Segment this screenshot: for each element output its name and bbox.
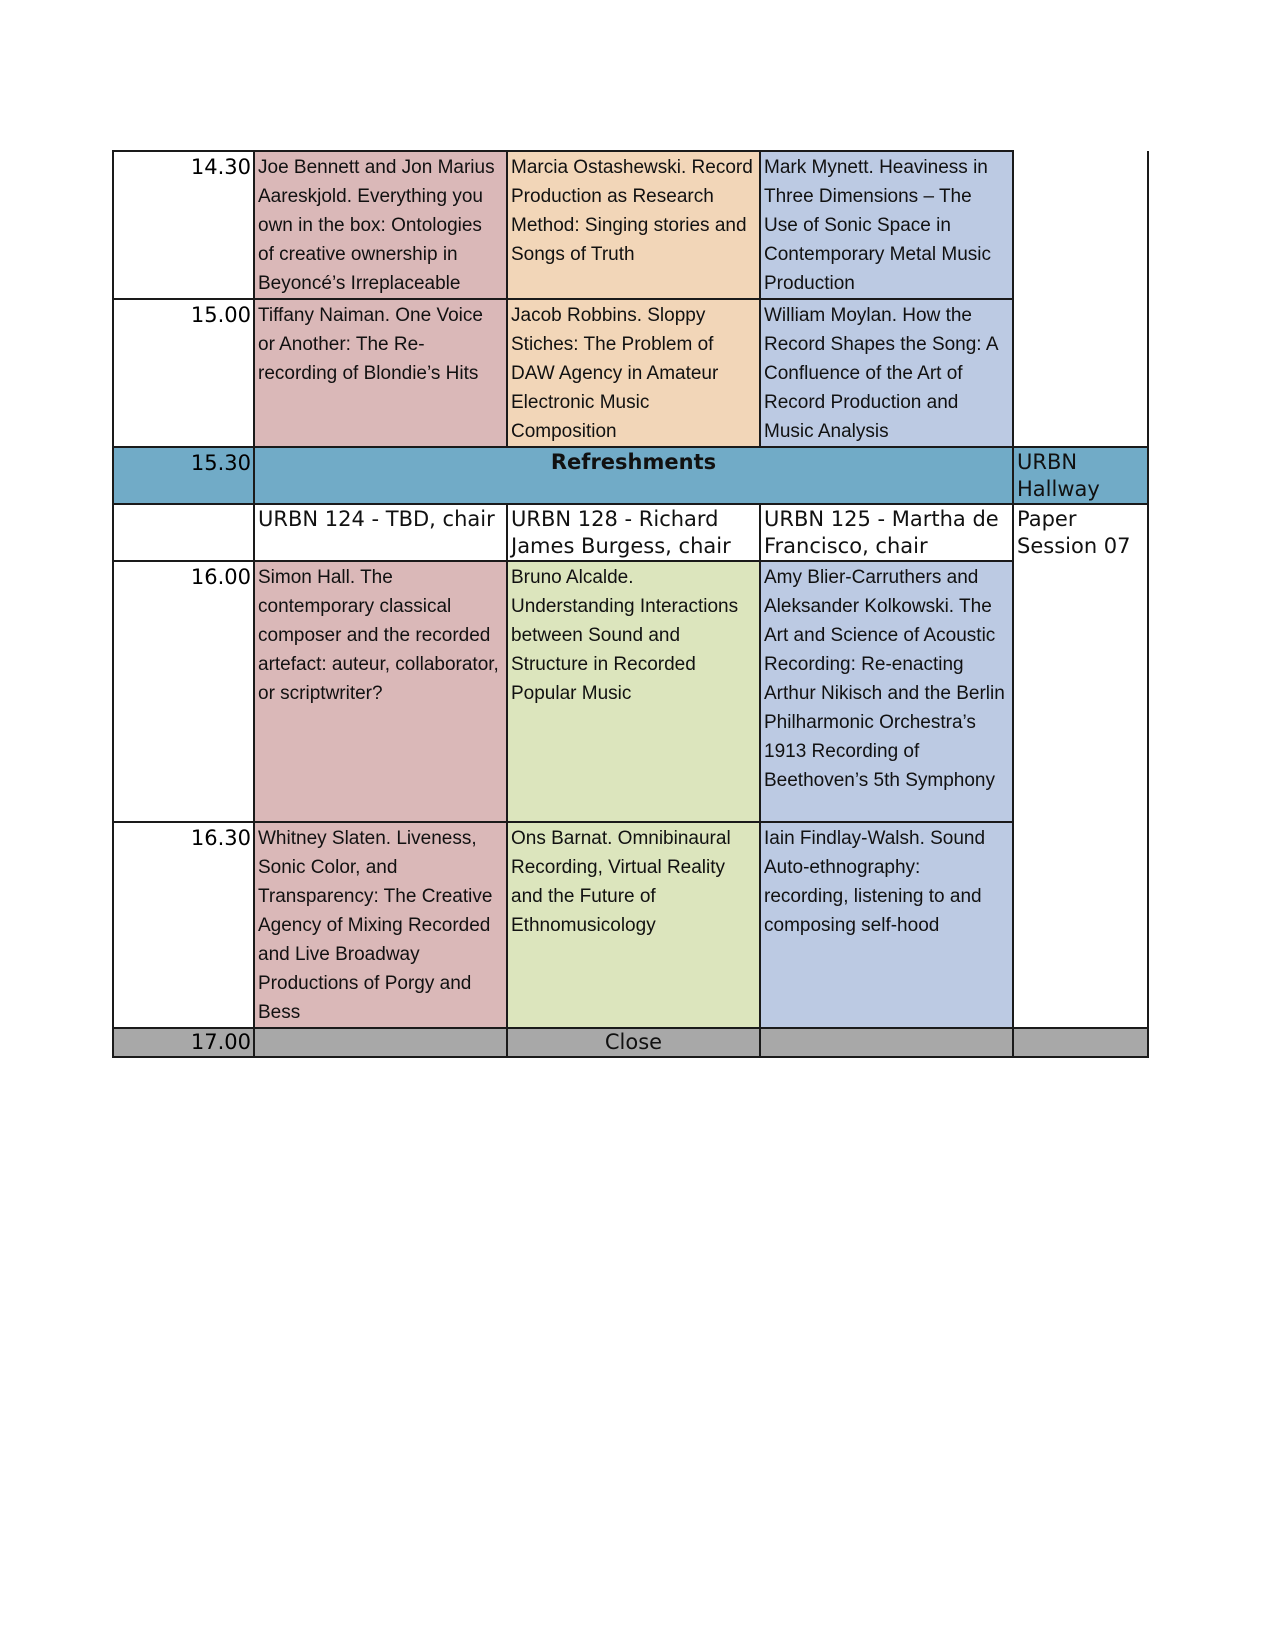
close-cell-empty <box>1013 1028 1148 1057</box>
session-cell: Simon Hall. The contemporary classical composer and the recorded artefact: auteur, collaborator, or scriptwriter? <box>254 561 507 822</box>
time-cell <box>113 504 254 561</box>
table-row <box>113 822 1148 1028</box>
time-cell: 15.30 <box>113 447 254 504</box>
side-cell <box>1013 299 1148 447</box>
table-row <box>113 504 1148 561</box>
session-cell: Ons Barnat. Omnibinaural Recording, Virtual Reality and the Future of Ethnomusicology <box>507 822 760 1028</box>
table-row <box>113 447 1148 504</box>
session-cell: Jacob Robbins. Sloppy Stiches: The Problem of DAW Agency in Amateur Electronic Music Composition <box>507 299 760 447</box>
close-cell-empty <box>254 1028 507 1057</box>
session-cell: Tiffany Naiman. One Voice or Another: The Re-recording of Blondie’s Hits <box>254 299 507 447</box>
time-cell: 17.00 <box>113 1028 254 1057</box>
time-cell: 15.00 <box>113 299 254 447</box>
time-cell: 16.00 <box>113 561 254 822</box>
session-cell: Bruno Alcalde. Understanding Interactions between Sound and Structure in Recorded Popular Music <box>507 561 760 822</box>
time-cell: 16.30 <box>113 822 254 1028</box>
schedule-table <box>112 150 1149 1058</box>
session-cell: Mark Mynett. Heaviness in Three Dimensions – The Use of Sonic Space in Contemporary Metal Music Production <box>760 151 1013 299</box>
table-row <box>113 561 1148 822</box>
session-cell: Whitney Slaten. Liveness, Sonic Color, and Transparency: The Creative Agency of Mixing Recorded and Live Broadway Productions of Porgy and Bess <box>254 822 507 1028</box>
close-cell: Close <box>507 1028 760 1057</box>
refreshments-cell: Refreshments <box>254 447 1013 504</box>
side-cell <box>1013 151 1148 299</box>
room-chair-cell: URBN 125 - Martha de Francisco, chair <box>760 504 1013 561</box>
session-cell: Iain Findlay-Walsh. Sound Auto-ethnography: recording, listening to and composing self-hood <box>760 822 1013 1028</box>
table-row <box>113 299 1148 447</box>
room-chair-cell: URBN 124 - TBD, chair <box>254 504 507 561</box>
session-cell: Joe Bennett and Jon Marius Aareskjold. Everything you own in the box: Ontologies of creative ownership in Beyoncé’s Irreplaceable <box>254 151 507 299</box>
session-cell: William Moylan. How the Record Shapes the Song: A Confluence of the Art of Record Production and Music Analysis <box>760 299 1013 447</box>
table-row <box>113 151 1148 299</box>
time-cell: 14.30 <box>113 151 254 299</box>
room-chair-cell: URBN 128 - Richard James Burgess, chair <box>507 504 760 561</box>
location-cell: URBN Hallway <box>1013 447 1148 504</box>
paper-session-cell: Paper Session 07 <box>1013 504 1148 1028</box>
close-cell-empty <box>760 1028 1013 1057</box>
session-cell: Amy Blier-Carruthers and Aleksander Kolkowski. The Art and Science of Acoustic Recording: Re-enacting Arthur Nikisch and the Berlin Philharmonic Orchestra’s 1913 Recording of Beethoven’s 5th Symphony <box>760 561 1013 822</box>
table-row <box>113 1028 1148 1057</box>
session-cell: Marcia Ostashewski. Record Production as Research Method: Singing stories and Songs of Truth <box>507 151 760 299</box>
